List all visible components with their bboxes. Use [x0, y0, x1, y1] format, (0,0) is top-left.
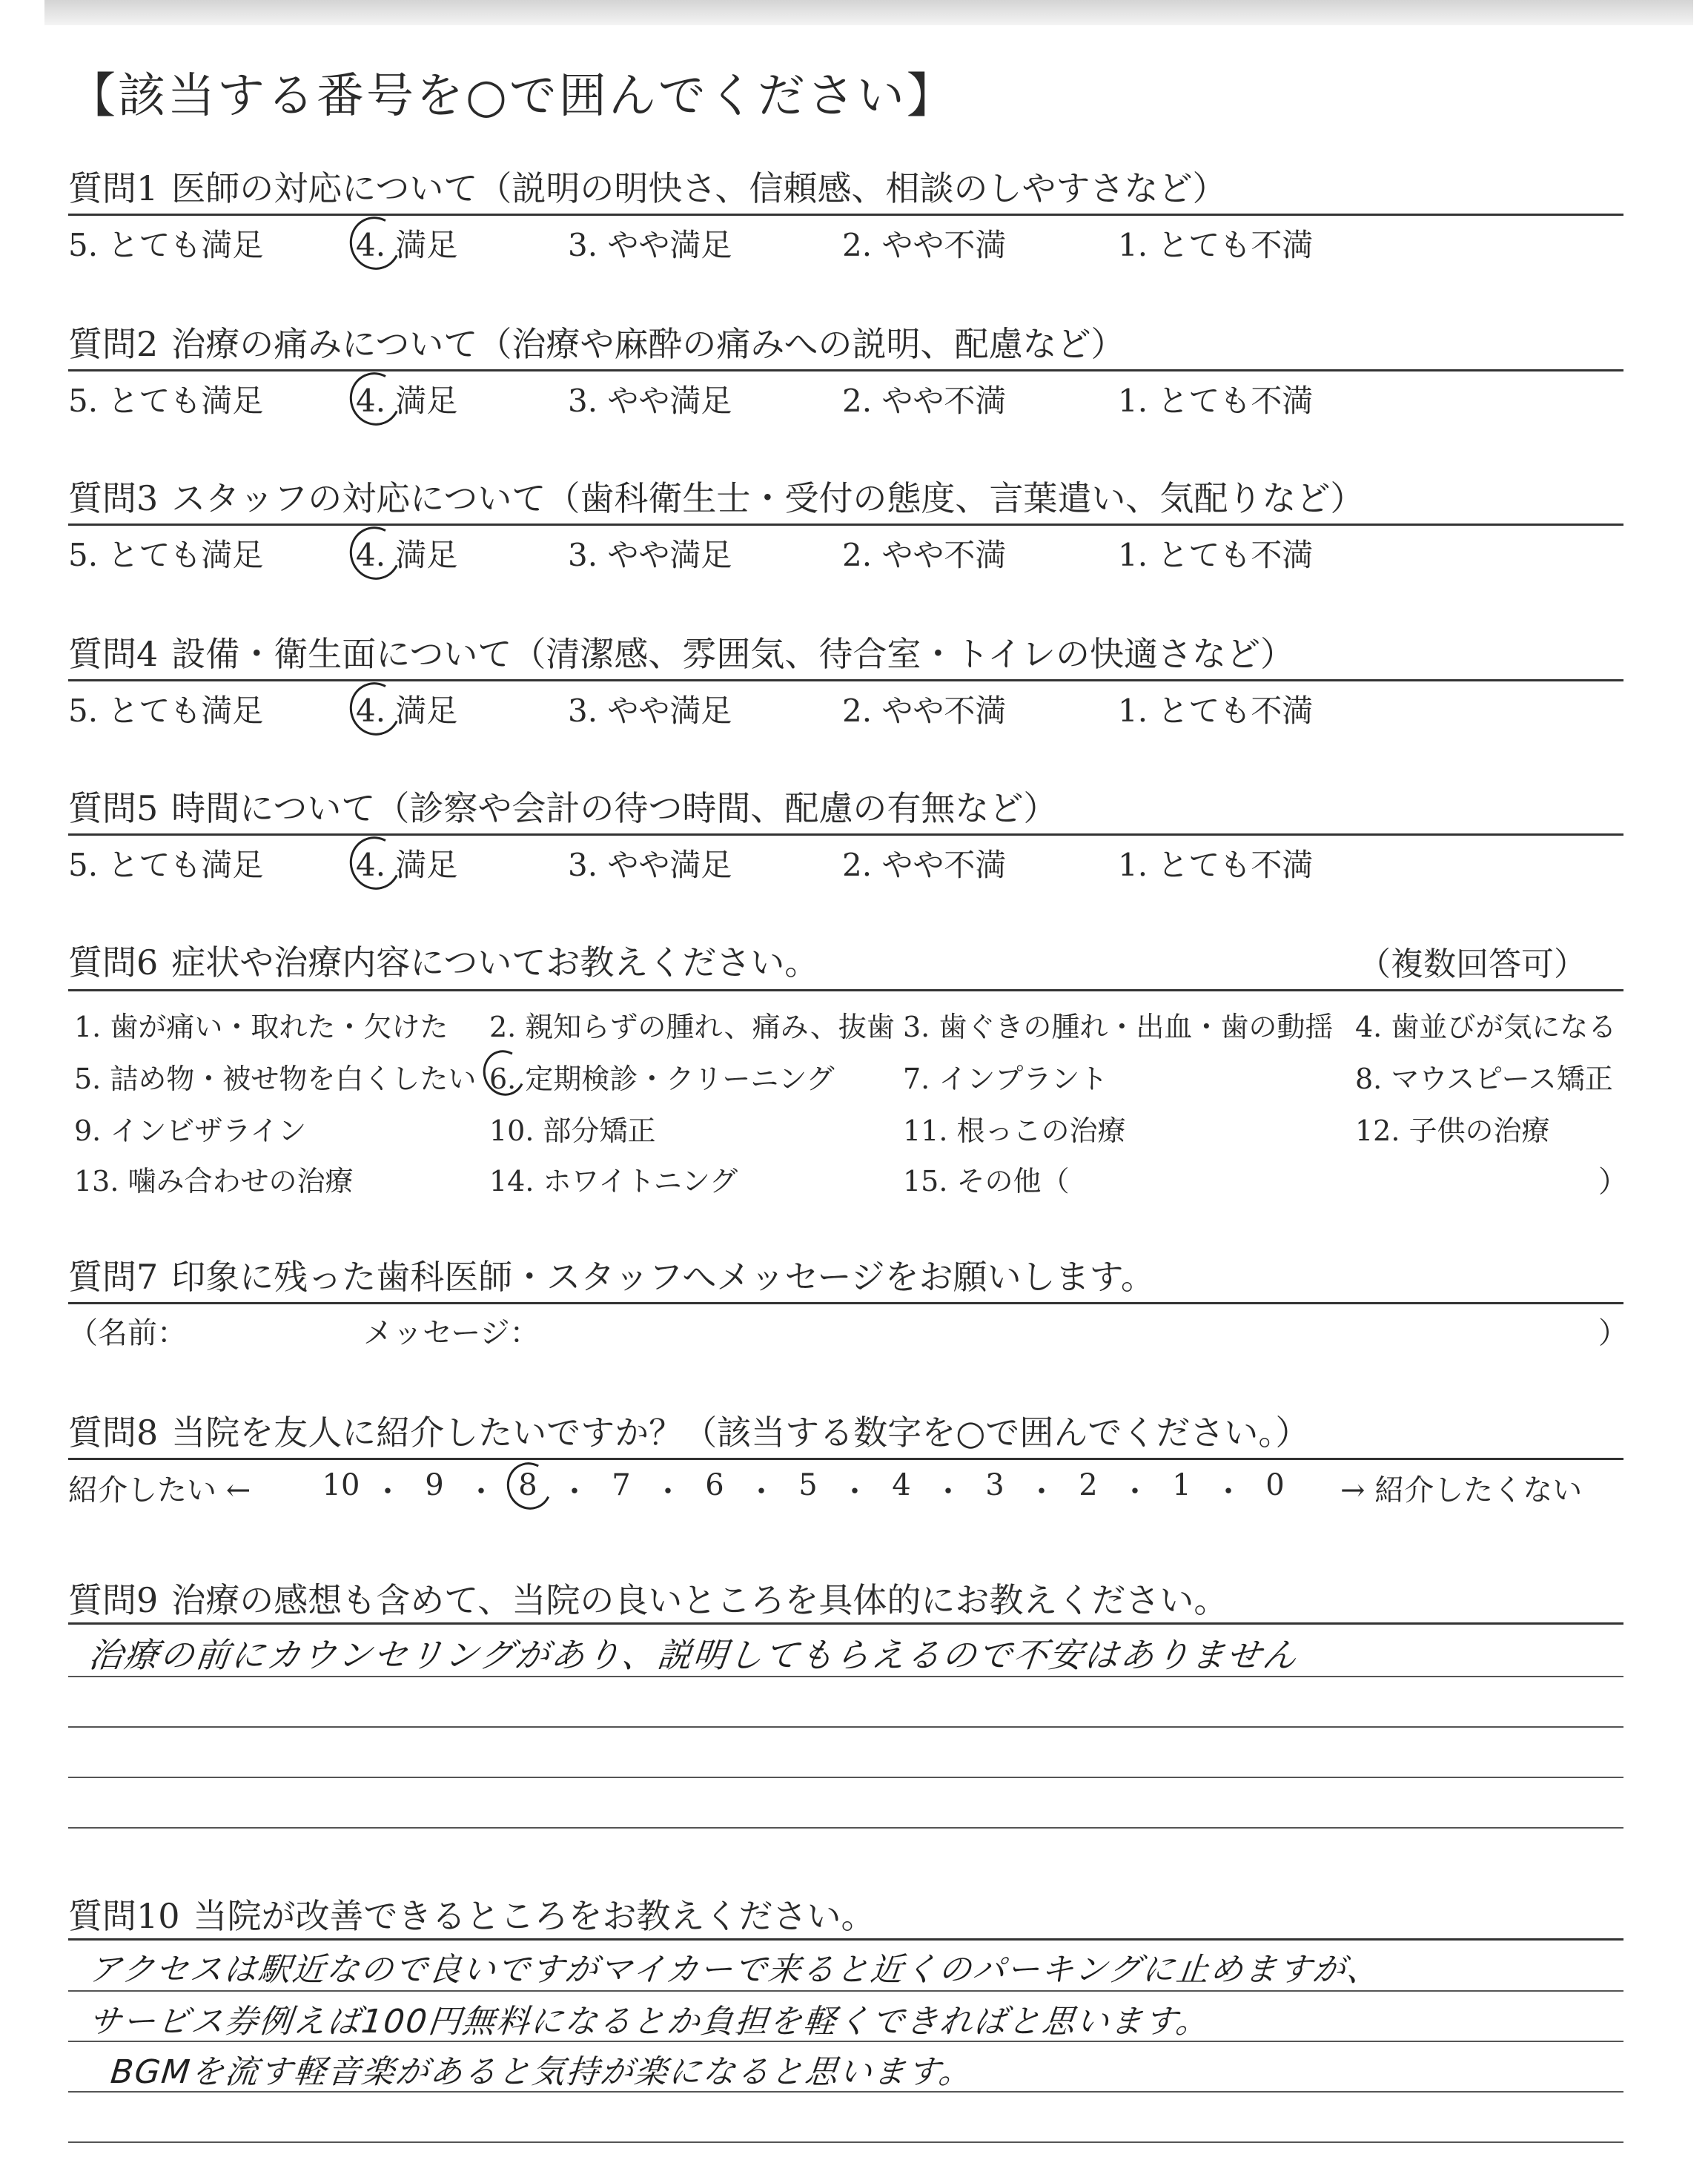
q4-title: [68, 627, 1294, 676]
q3-title: [68, 472, 1364, 521]
q7-closing: ）: [1598, 1316, 1628, 1350]
q10-rule: [68, 1938, 1623, 1941]
q7-number: 質問7: [68, 1257, 159, 1297]
q6-option-13[interactable]: 13. 噛み合わせの治療: [74, 1165, 354, 1198]
q8-right-label: → 紹介したくない: [1340, 1473, 1583, 1507]
q8-scale-separator: ・: [1027, 1475, 1056, 1509]
q5-text: 時間について（診察や会計の待つ時間、配慮の有無など）: [171, 788, 1058, 828]
q7-title: [68, 1250, 1155, 1299]
selection-circle-mark: [343, 520, 408, 586]
q8-scale-separator: ・: [1214, 1475, 1243, 1509]
q9-answer-rule: [68, 1726, 1623, 1728]
q2-rule: [68, 369, 1623, 371]
q8-scale-value-9[interactable]: 9: [425, 1468, 444, 1502]
q10-text: 当院が改善できるところをお教えください。: [193, 1896, 875, 1936]
q6-option-3[interactable]: 3. 歯ぐきの腫れ・出血・歯の動揺: [903, 1011, 1334, 1043]
q4-option-3[interactable]: 3. やや満足: [568, 693, 732, 729]
q6-option-10[interactable]: 10. 部分矯正: [489, 1114, 656, 1147]
q8-scale-value-8[interactable]: 8: [518, 1468, 537, 1502]
q4-option-2[interactable]: 2. やや不満: [842, 693, 1007, 729]
q3-text: スタッフの対応について（歯科衛生士・受付の態度、言葉遣い、気配りなど）: [171, 478, 1365, 518]
q3-rule: [68, 524, 1623, 526]
q1-option-2[interactable]: 2. やや不満: [842, 227, 1007, 263]
selection-circle-mark: [343, 210, 408, 276]
q5-option-1[interactable]: 1. とても不満: [1118, 847, 1314, 883]
q6-option-4[interactable]: 4. 歯並びが気になる: [1355, 1011, 1617, 1043]
q2-option-3[interactable]: 3. やや満足: [568, 383, 732, 419]
q8-scale-value-10[interactable]: 10: [322, 1468, 360, 1502]
q9-answer-rule: [68, 1827, 1623, 1829]
q8-scale-value-4[interactable]: 4: [892, 1468, 911, 1502]
q6-option-12[interactable]: 12. 子供の治療: [1355, 1114, 1550, 1147]
q2-option-5[interactable]: 5. とても満足: [68, 383, 264, 419]
q9-answer-rule: [68, 1676, 1623, 1677]
q8-scale-separator: ・: [1120, 1475, 1150, 1509]
q8-scale-value-6[interactable]: 6: [705, 1468, 724, 1502]
q4-rule: [68, 679, 1623, 681]
q8-scale-separator: ・: [840, 1475, 870, 1509]
q7-name-label: （名前：: [68, 1316, 187, 1350]
q6-option-1[interactable]: 1. 歯が痛い・取れた・欠けた: [74, 1011, 448, 1043]
q5-option-5[interactable]: 5. とても満足: [68, 847, 264, 883]
q6-text: 症状や治療内容についてお教えください。: [171, 942, 819, 982]
q6-option-2[interactable]: 2. 親知らずの腫れ、痛み、抜歯: [489, 1011, 895, 1043]
q8-scale-value-2[interactable]: 2: [1079, 1468, 1098, 1502]
q8-scale-value-3[interactable]: 3: [985, 1468, 1004, 1502]
q1-rule: [68, 214, 1623, 216]
q9-rule: [68, 1622, 1623, 1625]
q1-option-4[interactable]: 4. 満足: [356, 227, 458, 263]
q9-text: 治療の感想も含めて、当院の良いところを具体的にお教えください。: [171, 1580, 1228, 1620]
q2-number: 質問2: [68, 324, 159, 364]
q6-option-14[interactable]: 14. ホワイトニング: [489, 1165, 738, 1198]
q9-title: [68, 1573, 1228, 1622]
q1-option-1[interactable]: 1. とても不満: [1118, 227, 1314, 263]
q5-title: [68, 782, 1057, 830]
q1-number: 質問1: [68, 168, 159, 208]
q3-option-5[interactable]: 5. とても満足: [68, 537, 264, 573]
q8-left-label: 紹介したい ←: [68, 1473, 251, 1507]
q4-option-4[interactable]: 4. 満足: [356, 693, 458, 729]
q8-number: 質問8: [68, 1413, 159, 1453]
q6-option-7[interactable]: 7. インプラント: [903, 1063, 1108, 1095]
q10-answer-line-2: サービス券例えば100円無料になるとか負担を軽くできればと思います。: [86, 2003, 1212, 2041]
q1-text: 医師の対応について（説明の明快さ、信頼感、相談のしやすさなど）: [171, 168, 1227, 208]
q3-number: 質問3: [68, 478, 159, 518]
q4-option-5[interactable]: 5. とても満足: [68, 693, 264, 729]
q1-option-3[interactable]: 3. やや満足: [568, 227, 732, 263]
q10-answer-rule: [68, 2141, 1623, 2143]
q1-option-5[interactable]: 5. とても満足: [68, 227, 264, 263]
q8-rule: [68, 1458, 1623, 1460]
q10-answer-rule: [68, 2091, 1623, 2093]
q4-text: 設備・衛生面について（清潔感、雰囲気、待合室・トイレの快適さなど）: [171, 634, 1295, 674]
q7-text: 印象に残った歯科医師・スタッフへメッセージをお願いします。: [171, 1257, 1155, 1297]
selection-circle-mark: [343, 676, 408, 742]
q4-option-1[interactable]: 1. とても不満: [1118, 693, 1314, 729]
q2-title: [68, 317, 1125, 366]
q8-scale-value-5[interactable]: 5: [798, 1468, 818, 1502]
q2-option-4[interactable]: 4. 満足: [356, 383, 458, 419]
q7-message-label: メッセージ：: [363, 1316, 540, 1350]
q5-rule: [68, 833, 1623, 836]
q10-answer-rule: [68, 2041, 1623, 2042]
q8-title: [68, 1406, 1309, 1455]
q8-scale-value-1[interactable]: 1: [1172, 1468, 1191, 1502]
q2-option-1[interactable]: 1. とても不満: [1118, 383, 1314, 419]
q5-number: 質問5: [68, 788, 159, 828]
q6-option-9[interactable]: 9. インビザライン: [74, 1114, 307, 1147]
q8-scale-value-0[interactable]: 0: [1265, 1468, 1285, 1502]
q8-scale-separator: ・: [933, 1475, 963, 1509]
q8-scale-separator: ・: [747, 1475, 776, 1509]
q3-option-4[interactable]: 4. 満足: [356, 537, 458, 573]
q3-option-3[interactable]: 3. やや満足: [568, 537, 732, 573]
q6-rule: [68, 989, 1623, 991]
q6-option-5[interactable]: 5. 詰め物・被せ物を白くしたい: [74, 1063, 477, 1095]
q6-number: 質問6: [68, 942, 159, 982]
q6-other-closing: ）: [1598, 1165, 1628, 1199]
q10-answer-line-1: アクセスは駅近なので良いですがマイカーで来ると近くのパーキングに止めますが、: [86, 1951, 1383, 1989]
q4-number: 質問4: [68, 634, 159, 674]
selection-circle-mark: [343, 366, 408, 432]
q6-option-11[interactable]: 11. 根っこの治療: [903, 1114, 1126, 1147]
q10-title: [68, 1889, 875, 1938]
q8-scale-separator: ・: [653, 1475, 683, 1509]
q10-answer-rule: [68, 1990, 1623, 1992]
q10-answer-line-3: BGMを流す軽音楽があると気持が楽になると思います。: [108, 2053, 975, 2091]
q9-answer-line-1: 治療の前にカウンセリングがあり、説明してもらえるので不安はありません: [86, 1635, 1300, 1675]
selection-circle-mark: [501, 1456, 558, 1515]
q2-text: 治療の痛みについて（治療や麻酔の痛みへの説明、配慮など）: [171, 324, 1125, 364]
q6-option-6[interactable]: 6. 定期検診・クリーニング: [489, 1063, 835, 1095]
q8-text: 当院を友人に紹介したいですか？（該当する数字を○で囲んでください。）: [171, 1413, 1310, 1453]
q2-option-2[interactable]: 2. やや不満: [842, 383, 1007, 419]
q6-option-15[interactable]: 15. その他（: [903, 1165, 1070, 1198]
q7-rule: [68, 1302, 1623, 1304]
selection-circle-mark: [343, 830, 408, 896]
q6-title: [68, 936, 818, 985]
q5-option-4[interactable]: 4. 満足: [356, 847, 458, 883]
q8-scale-value-7[interactable]: 7: [612, 1468, 631, 1502]
q1-title: [68, 162, 1227, 211]
q3-option-2[interactable]: 2. やや不満: [842, 537, 1007, 573]
q5-option-3[interactable]: 3. やや満足: [568, 847, 732, 883]
q3-option-1[interactable]: 1. とても不満: [1118, 537, 1314, 573]
q9-number: 質問9: [68, 1580, 159, 1620]
q6-note: （複数回答可）: [1358, 945, 1586, 983]
scan-top-edge: [44, 0, 1693, 25]
q8-scale-separator: ・: [373, 1475, 403, 1509]
q5-option-2[interactable]: 2. やや不満: [842, 847, 1007, 883]
q8-scale-separator: ・: [466, 1475, 496, 1509]
q8-scale-separator: ・: [560, 1475, 589, 1509]
q9-answer-rule: [68, 1777, 1623, 1778]
q6-option-8[interactable]: 8. マウスピース矯正: [1355, 1063, 1613, 1095]
q10-number: 質問10: [68, 1896, 180, 1936]
instruction-header: 【該当する番号を○で囲んでください】: [68, 69, 956, 124]
